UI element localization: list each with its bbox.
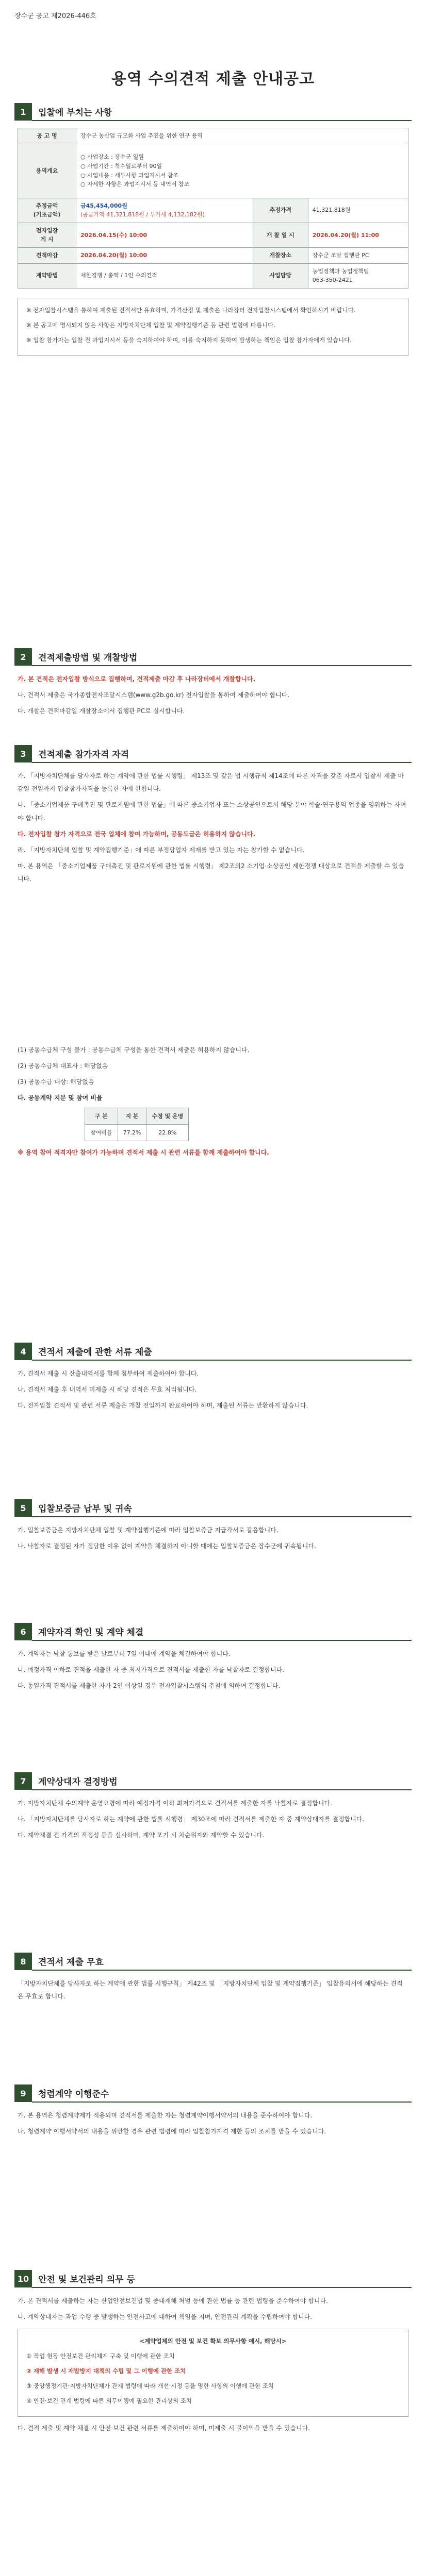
table-value: 2026.04.15(수) 10:00	[76, 223, 253, 247]
body-line: 가. 견적서 제출 시 산출내역서를 함께 첨부하여 제출하여야 합니다.	[18, 1370, 199, 1377]
section-title: 입찰보증금 납부 및 귀속	[32, 1499, 412, 1517]
table-label: 사업담당	[253, 263, 308, 288]
section-9-body	[14, 2102, 412, 2138]
section-title: 견적제출 참가자격 자격	[32, 744, 412, 763]
body-line: 가. 본 견적서를 제출하는 자는 산업안전보건법 및 중대재해 처벌 등에 관한 법률 등 관련 법령을 준수하여야 합니다.	[18, 2297, 328, 2304]
body-line: 나. 견적서 제출은 국가종합전자조달시스템(www.g2b.go.kr) 전자입찰을 통하여 제출하여야 합니다.	[18, 691, 290, 699]
box-line: ② 재해 발생 시 재발방지 대책의 수립 및 그 이행에 관한 조치	[26, 2367, 186, 2375]
bid-info-table	[18, 128, 408, 289]
section-4-header	[14, 1343, 412, 1360]
section-10	[14, 2270, 412, 2438]
section-5-header	[14, 1499, 412, 1517]
body-line: 나. 청렴계약 이행서약서의 내용을 위반할 경우 관련 법령에 따라 입찰참가자격 제한 등의 조치를 받을 수 있습니다.	[18, 2128, 326, 2136]
table-label: 추정가격	[253, 198, 308, 223]
notice-number: 장수군 공고 제2026-446호	[14, 12, 96, 20]
section-number: 8	[14, 1953, 32, 1970]
section-number: 7	[14, 1772, 32, 1790]
body-line: 가. 「지방자치단체를 당사자로 하는 계약에 관한 법률 시행령」 제13조 및 같은 법 시행규칙 제14조에 따른 자격을 갖춘 자로서 입찰서 제출 마감일 전일까지 입찰참가자격을 등록한 자에 한합니다.	[18, 772, 404, 793]
section-7	[14, 1772, 412, 1845]
table-label: 계약방법	[18, 263, 76, 288]
table-value: 2026.04.20(월) 11:00	[308, 223, 408, 247]
section-9-header	[14, 2084, 412, 2102]
section-8-header	[14, 1953, 412, 1970]
note-text: ※ 전자입찰시스템을 통하여 제출된 견적서만 유효하며, 가격산정 및 제출은 나라장터 전자입찰시스템에서 확인하시기 바랍니다.	[26, 306, 356, 314]
table-value: 41,321,818원	[308, 198, 408, 223]
section-title: 안전 및 보건관리 의무 등	[32, 2269, 412, 2288]
body-line: 가. 계약자는 낙찰 통보를 받은 날로부터 7일 이내에 계약을 체결하여야 합니다.	[18, 1650, 231, 1657]
table-label: 공 고 명	[18, 128, 76, 144]
box-line: ③ 중앙행정기관·지방자치단체가 관계 법령에 따라 개선·시정 등을 명한 사항의 이행에 관한 조치	[26, 2382, 274, 2390]
section-number: 1	[14, 103, 32, 121]
box-title: <계약업체의 안전 및 보건 확보 의무사항 예시, 해당시>	[139, 2337, 287, 2345]
section-4	[14, 1343, 412, 1416]
estimate-breakdown: (공급가액 41,321,818원 / 부가세 4,132,182원)	[80, 211, 205, 218]
section-1-body	[14, 121, 412, 356]
table-row	[18, 128, 408, 144]
section-10-header	[14, 2270, 412, 2287]
table-label: 전자입찰 게 시	[18, 223, 76, 247]
box-line: ④ 안전·보건 관계 법령에 따른 의무이행에 필요한 관리상의 조치	[26, 2397, 192, 2405]
section-title: 계약상대자 결정방법	[32, 1772, 412, 1790]
section-number: 3	[14, 745, 32, 762]
section-6-body	[14, 1640, 412, 1693]
table-label: 개 찰 일 시	[253, 223, 308, 247]
spacer	[18, 889, 408, 1044]
section-2-body	[14, 666, 412, 718]
estimate-amount: 금45,454,000원	[80, 202, 127, 209]
body-line: (3) 공동수급 대상: 해당없음	[18, 1078, 94, 1086]
body-line: 라. 「지방자치단체 입찰 및 계약집행기준」에 따른 부정당업자 제재를 받고 있는 자는 참가할 수 없습니다.	[18, 846, 305, 854]
table-row	[18, 144, 408, 198]
body-line: 가. 본 용역은 청렴계약제가 적용되며 견적서를 제출한 자는 청렴계약이행서약서의 내용을 준수하여야 합니다.	[18, 2112, 313, 2119]
section-6	[14, 1623, 412, 1696]
section-number: 9	[14, 2084, 32, 2102]
section-number: 5	[14, 1499, 32, 1517]
table-row	[18, 263, 408, 288]
body-line: 「지방자치단체를 당사자로 하는 계약에 관한 법률 시행규칙」 제42조 및 「지방자치단체 입찰 및 계약집행기준」 입찰유의서에 해당하는 견적은 무효로 합니다.	[18, 1980, 403, 2001]
table-row	[85, 1108, 189, 1125]
table-value	[76, 198, 253, 223]
section-5-body	[14, 1517, 412, 1553]
body-line: 가. 본 견적은 전자입찰 방식으로 집행하며, 견적제출 마감 후 나라장터에서 개찰합니다.	[18, 675, 256, 683]
table-row	[18, 223, 408, 247]
section-title: 견적서 제출에 관한 서류 제출	[32, 1342, 412, 1361]
table-label: 추정금액 (기초금액)	[18, 198, 76, 223]
body-line: 다. 개찰은 견적마감일 개찰장소에서 집행관 PC로 실시합니다.	[18, 707, 185, 715]
section-4-body	[14, 1360, 412, 1413]
table-header: 지 분	[118, 1108, 146, 1125]
note-text: ※ 본 공고에 명시되지 않은 사항은 지방자치단체 입찰 및 계약집행기준 등 관련 법령에 따릅니다.	[26, 321, 275, 329]
section-7-header	[14, 1772, 412, 1790]
section-number: 10	[14, 2270, 32, 2287]
section-9	[14, 2084, 412, 2141]
body-line: 나. 낙찰자로 결정된 자가 정당한 이유 없이 계약을 체결하지 아니할 때에는 입찰보증금은 장수군에 귀속됩니다.	[18, 1543, 316, 1550]
section-title: 견적제출방법 및 개찰방법	[32, 648, 412, 666]
table-row	[18, 198, 408, 223]
section-title: 견적서 제출 무효	[32, 1952, 412, 1971]
table-value: 농업정책과 농업정책팀 063-350-2421	[308, 263, 408, 288]
body-line: 다. 전자입찰 참가 자격으로 전국 업체에 참여 가능하며, 공동도급은 허용하지 않습니다.	[18, 830, 256, 838]
table-header: 구 분	[85, 1108, 118, 1125]
section-10-body	[14, 2287, 412, 2435]
body-line: 나. 「중소기업제품 구매촉진 및 판로지원에 관한 법률」에 따른 중소기업자 또는 소상공인으로서 해당 분야 학술·연구용역 업종을 영위하는 자여야 합니다.	[18, 801, 406, 822]
box-line: ① 작업 현장 안전보건 관리체계 구축 및 이행에 관한 조치	[26, 2352, 175, 2360]
section-title: 계약자격 확인 및 계약 체결	[32, 1622, 412, 1641]
share-table	[85, 1108, 189, 1141]
safety-box	[18, 2329, 408, 2417]
table-row	[18, 247, 408, 263]
body-line: 다. 견적 제출 및 계약 체결 시 안전·보건 관련 서류를 제출하여야 하며, 미제출 시 불이익을 받을 수 있습니다.	[18, 2425, 310, 2432]
body-line: ※ 용역 참여 적격자만 참여가 가능하며 견적서 제출 시 관련 서류를 함께 제출하여야 합니다.	[18, 1149, 269, 1157]
section-8	[14, 1953, 412, 2006]
page-title: 용역 수의견적 제출 안내공고	[111, 70, 315, 88]
body-line: 다. 전자입찰 견적서 및 관련 서류 제출은 개찰 전일까지 완료하여야 하며, 제출된 서류는 반환하지 않습니다.	[18, 1402, 308, 1410]
section-3-body	[14, 762, 412, 1160]
section-7-body	[14, 1790, 412, 1842]
table-value: 장수군 농산업 규모화 사업 추진을 위한 연구 용역	[76, 128, 408, 144]
body-line: 가. 입찰보증금은 지방자치단체 입찰 및 계약집행기준에 따라 입찰보증금 지급각서로 갈음합니다.	[18, 1527, 278, 1534]
notes-box	[18, 298, 408, 356]
body-line: (2) 공동수급체 대표사 : 해당없음	[18, 1062, 108, 1070]
table-cell: 77.2%	[118, 1125, 146, 1141]
table-value: ○ 사업장소 : 장수군 일원 ○ 사업기간 : 착수일로부터 90일 ○ 사업내용 : 세부사항 과업지시서 참조 ○ 자세한 사항은 과업지시서 등 내역서 참조	[76, 144, 408, 198]
table-cell: 22.8%	[146, 1125, 189, 1141]
table-caption: 다. 공동계약 지분 및 참여 비율	[18, 1094, 103, 1102]
section-title: 입찰에 부치는 사항	[32, 103, 412, 121]
table-label: 개찰장소	[253, 247, 308, 263]
body-line: (1) 공동수급체 구성 불가 : 공동수급체 구성을 통한 견적서 제출은 허용하지 않습니다.	[18, 1046, 250, 1054]
table-row	[85, 1125, 189, 1141]
table-label: 용역개요	[18, 144, 76, 198]
body-line: 나. 견적서 제출 후 내역서 미제출 시 해당 견적은 무효 처리됩니다.	[18, 1386, 197, 1394]
body-line: 나. 계약상대자는 과업 수행 중 발생하는 안전사고에 대하여 책임을 지며, 안전관리 계획을 수립하여야 합니다.	[18, 2313, 313, 2321]
section-3-header	[14, 745, 412, 762]
section-1	[14, 103, 412, 356]
section-number: 6	[14, 1623, 32, 1640]
note-text: ※ 입찰 참가자는 입찰 전 과업지시서 등을 숙지하여야 하며, 이를 숙지하지 못하여 발생하는 책임은 입찰 참가자에게 있습니다.	[26, 336, 352, 344]
table-cell: 참여비율	[85, 1125, 118, 1141]
section-8-body	[14, 1970, 412, 2003]
section-1-header	[14, 103, 412, 121]
section-title: 청렴계약 이행준수	[32, 2084, 412, 2103]
section-number: 2	[14, 648, 32, 666]
table-value: 2026.04.20(월) 10:00	[76, 247, 253, 263]
section-2	[14, 648, 412, 721]
section-2-header	[14, 648, 412, 666]
body-line: 다. 계약체결 전 가격의 적정성 등을 심사하며, 계약 포기 시 차순위자와 계약할 수 있습니다.	[18, 1832, 265, 1839]
body-line: 마. 본 용역은 「중소기업제품 구매촉진 및 판로지원에 관한 법률 시행령」 제2조의2 소기업·소상공인 제한경쟁 대상으로 견적을 제출할 수 있습니다.	[18, 862, 404, 883]
table-value: 장수군 조달 집행관 PC	[308, 247, 408, 263]
section-number: 4	[14, 1343, 32, 1360]
section-5	[14, 1499, 412, 1556]
body-line: 나. 예정가격 이하로 견적을 제출한 자 중 최저가격으로 견적서를 제출한 자를 낙찰자로 결정합니다.	[18, 1666, 285, 1674]
table-value: 제한경쟁 / 총액 / 1인 수의견적	[76, 263, 253, 288]
section-6-header	[14, 1623, 412, 1640]
body-line: 다. 동일가격 견적서를 제출한 자가 2인 이상일 경우 전자입찰시스템의 추첨에 의하여 결정합니다.	[18, 1682, 281, 1690]
section-3	[14, 745, 412, 1163]
body-line: 가. 지방자치단체 수의계약 운영요령에 따라 예정가격 이하 최저가격으로 견적서를 제출한 자를 낙찰자로 결정합니다.	[18, 1800, 332, 1807]
table-label: 견적마감	[18, 247, 76, 263]
body-line: 나. 「지방자치단체를 당사자로 하는 계약에 관한 법률 시행령」 제30조에 따라 견적서를 제출한 자 중 계약상대자를 결정합니다.	[18, 1816, 365, 1823]
table-header: 수정 및 운영	[146, 1108, 189, 1125]
